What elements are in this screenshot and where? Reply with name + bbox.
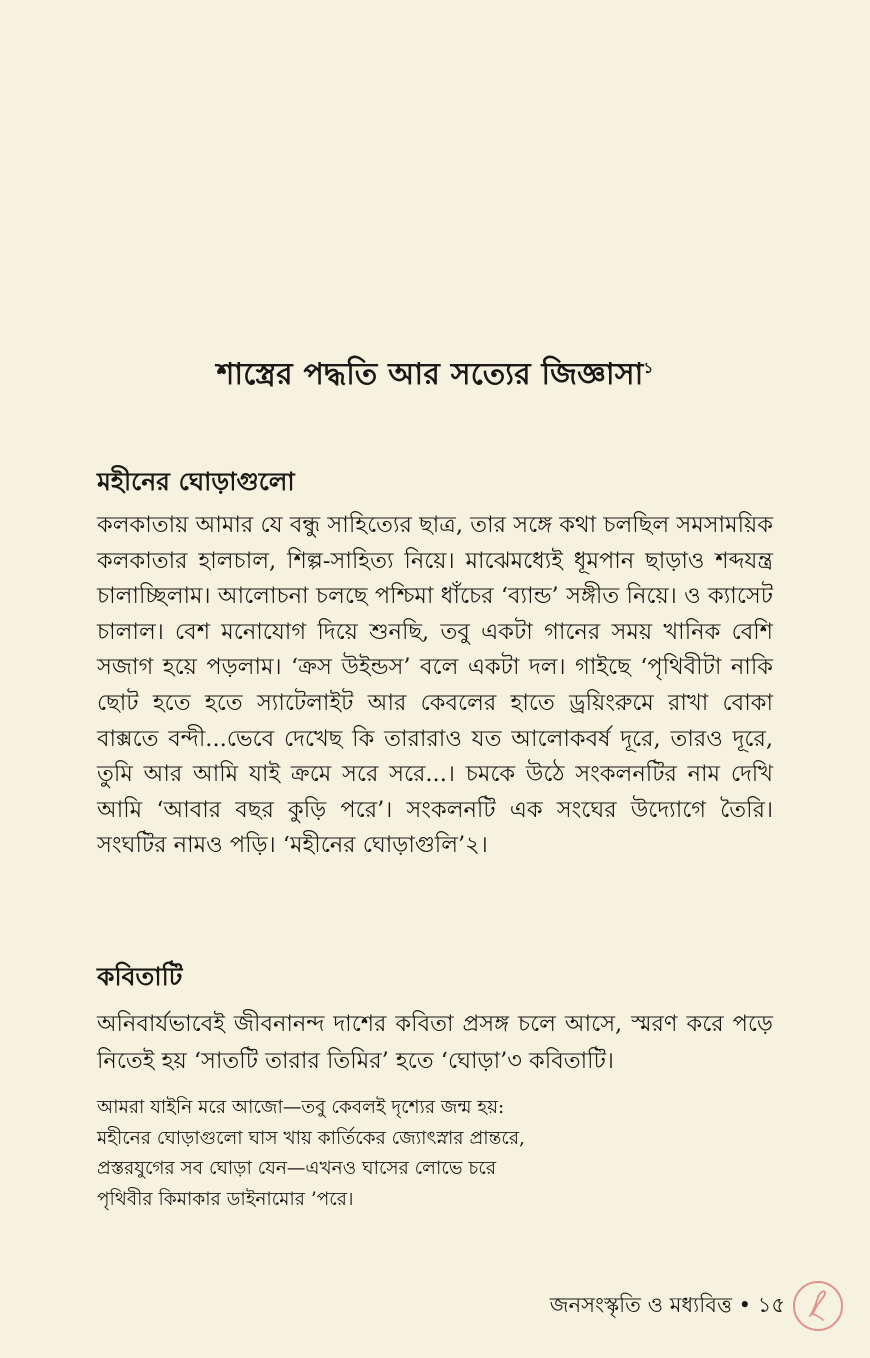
- page-footer: [550, 1289, 785, 1324]
- title-footnote-marker: ১: [643, 359, 654, 377]
- chapter-title: [0, 350, 870, 401]
- poem-line: পৃথিবীর কিমাকার ডাইনামোর ’পরে।: [97, 1188, 354, 1210]
- poem-line: মহীনের ঘোড়াগুলো ঘাস খায় কার্তিকের জ্যোৎস্নার প্রান্তরে,: [97, 1127, 525, 1149]
- chapter-title-text: শাস্ত্রের পদ্ধতি আর সত্যের জিজ্ঞাসা: [216, 357, 644, 392]
- body-paragraph-1: কলকাতায় আমার যে বন্ধু সাহিত্যের ছাত্র, তার সঙ্গে কথা চলছিল সমসাময়িক কলকাতার হালচাল, শিল্প-সাহিত্য নিয়ে। মাঝেমধ্যেই ধূমপান ছাড়াও শব্দযন্ত্র চালাচ্ছিলাম। আলোচনা চলছে পশ্চিমা ধাঁচের ‘ব্যান্ড’ সঙ্গীত নিয়ে। ও ক্যাসেট চালাল। বেশ মনোযোগ দিয়ে শুনছি, তবু একটা গানের সময় খানিক বেশি সজাগ হয়ে পড়লাম। ‘ক্রস উইন্ডস’ বলে একটা দল। গাইছে ‘পৃথিবীটা নাকি ছোট হতে হতে স্যাটেলাইট আর কেবলের হাতে ড্রয়িংরুমে রাখা বোকা বাক্সতে বন্দী...ভেবে দেখেছ কি তারারাও যত আলোকবর্ষ দূরে, তারও দূরে, তুমি আর আমি যাই ক্রমে সরে সরে...। চমকে উঠে সংকলনটির নাম দেখি আমি ‘আবার বছর কুড়ি পরে’। সংকলনটি এক সংঘের উদ্যোগে তৈরি। সংঘটির নামও পড়ি। ‘মহীনের ঘোড়াগুলি’২।: [97, 512, 773, 859]
- section-heading-mahiner-ghoraguli: মহীনের ঘোড়াগুলো: [97, 467, 295, 496]
- poem-quote: [97, 1093, 777, 1215]
- section-heading-kobitati: কবিতাটি: [97, 962, 183, 991]
- body-paragraph-2: অনিবার্যভাবেই জীবনানন্দ দাশের কবিতা প্রসঙ্গ চলে আসে, স্মরণ করে পড়ে নিতেই হয় ‘সাতটি তারার তিমির’ হতে ‘ঘোড়া’৩ কবিতাটি।: [97, 1011, 773, 1074]
- poem-line: প্রস্তরযুগের সব ঘোড়া যেন—এখনও ঘাসের লোভে চরে: [97, 1158, 497, 1179]
- footer-bullet: •: [738, 1293, 752, 1317]
- publisher-quill-logo-icon: [792, 1280, 844, 1332]
- poem-line: আমরা যাইনি মরে আজো—তবু কেবলই দৃশ্যের জন্ম হয়:: [97, 1097, 505, 1118]
- page-number: ১৫: [757, 1293, 785, 1317]
- running-book-title: জনসংস্কৃতি ও মধ্যবিত্ত: [549, 1293, 732, 1317]
